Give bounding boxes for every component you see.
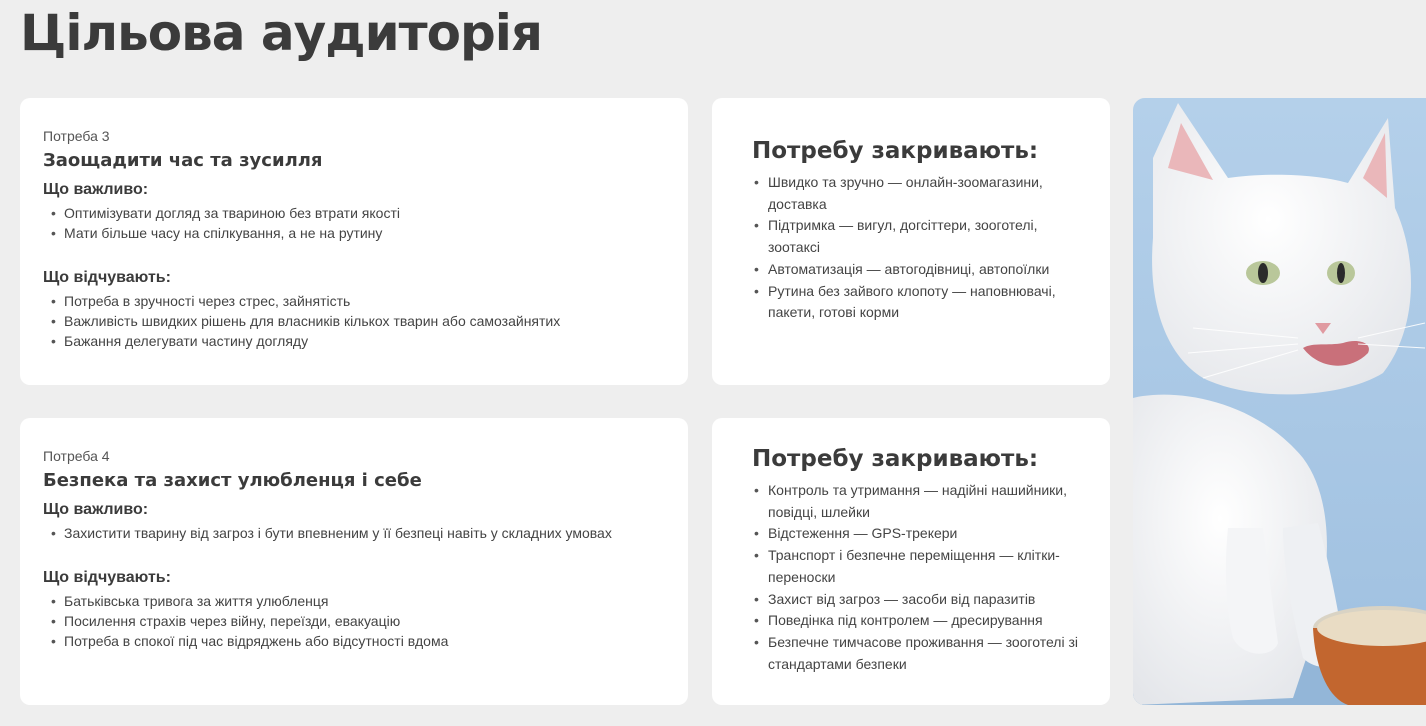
list-item: • Поведінка під контролем — дресирування (752, 610, 1080, 632)
important-heading: Що важливо: (43, 501, 149, 518)
list-item: • Автоматизація — автогодівниці, автопоїлки (752, 259, 1080, 281)
list-item: • Відстеження — GPS-трекери (752, 523, 1080, 545)
list-item: • Безпечне тимчасове проживання — зооготелі зі стандартами безпеки (752, 632, 1080, 675)
need-number-label: Потреба 4 (43, 448, 110, 464)
list-item: • Посилення страхів через війну, переїзди, евакуацію (43, 611, 665, 631)
page-title: Цільова аудиторія (20, 4, 543, 62)
feel-list (43, 591, 665, 651)
need-card-4 (20, 418, 688, 705)
feel-list (43, 291, 665, 351)
list-item: • Батьківська тривога за життя улюбленця (43, 591, 665, 611)
list-item: • Потреба в спокої під час відряджень або відсутності вдома (43, 631, 665, 651)
solutions-title: Потребу закривають: (752, 138, 1039, 164)
solutions-title: Потребу закривають: (752, 446, 1039, 472)
solutions-list (752, 480, 1080, 675)
important-list (43, 203, 665, 243)
need-title: Заощадити час та зусилля (43, 150, 323, 171)
need-card-3 (20, 98, 688, 385)
important-heading: Що важливо: (43, 181, 149, 198)
list-item: • Захист від загроз — засоби від паразитів (752, 589, 1080, 611)
list-item: • Потреба в зручності через стрес, зайнятість (43, 291, 665, 311)
important-list (43, 523, 665, 543)
white-cat-photo (1133, 98, 1426, 705)
list-item: • Підтримка — вигул, догсіттери, зооготелі, зоотаксі (752, 215, 1080, 258)
solutions-card-1 (712, 98, 1110, 385)
list-item: • Бажання делегувати частину догляду (43, 331, 665, 351)
list-item: • Швидко та зручно — онлайн-зоомагазини, доставка (752, 172, 1080, 215)
list-item: • Транспорт і безпечне переміщення — клітки-переноски (752, 545, 1080, 588)
list-item: • Мати більше часу на спілкування, а не на рутину (43, 223, 665, 243)
list-item: • Рутина без зайвого клопоту — наповнювачі, пакети, готові корми (752, 281, 1080, 324)
list-item: • Контроль та утримання — надійні нашийники, повідці, шлейки (752, 480, 1080, 523)
list-item: • Захистити тварину від загроз і бути впевненим у її безпеці навіть у складних умовах (43, 523, 665, 543)
list-item: • Важливість швидких рішень для власників кількох тварин або самозайнятих (43, 311, 665, 331)
list-item: • Оптимізувати догляд за твариною без втрати якості (43, 203, 665, 223)
need-title: Безпека та захист улюбленця і себе (43, 470, 422, 491)
solutions-card-2 (712, 418, 1110, 705)
feel-heading: Що відчувають: (43, 269, 171, 286)
feel-heading: Що відчувають: (43, 569, 171, 586)
need-number-label: Потреба 3 (43, 128, 110, 144)
solutions-list (752, 172, 1080, 324)
